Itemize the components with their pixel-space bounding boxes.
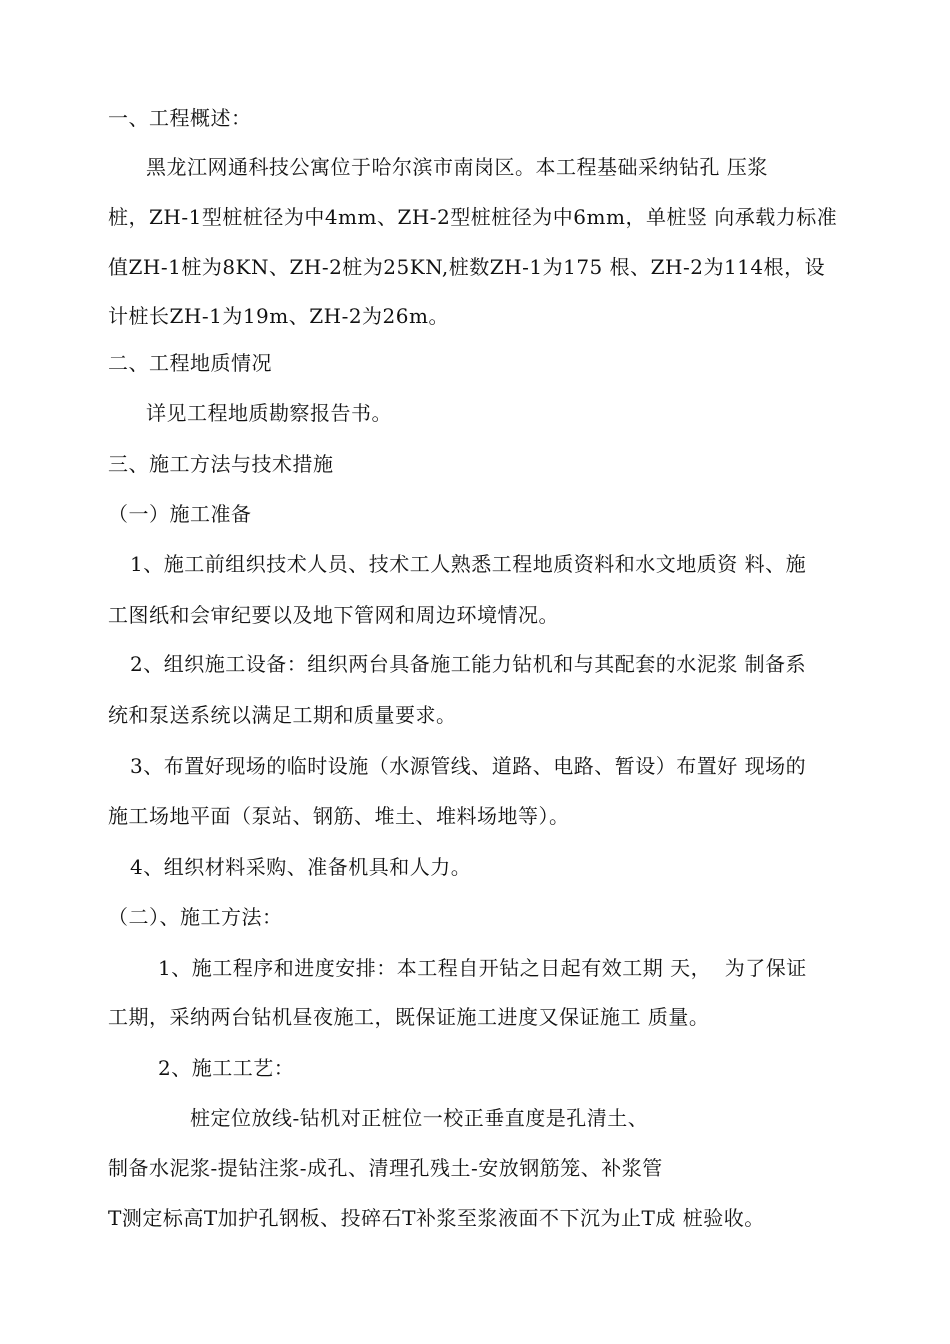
prep-item-1-line: 1、施工前组织技术人员、技术工人熟悉工程地质资料和水文地质资 料、施: [130, 552, 807, 576]
process-line: 制备水泥浆-提钻注浆-成孔、清理孔残土-安放钢筋笼、补浆管: [108, 1156, 663, 1180]
section-1-heading: 一、工程概述：: [108, 106, 252, 130]
subsection-2-heading: （二）、施工方法：: [108, 905, 283, 929]
prep-item-3-line: 施工场地平面（泵站、钢筋、堆土、堆料场地等）。: [108, 804, 570, 828]
prep-item-1-line: 工图纸和会审纪要以及地下管网和周边环境情况。: [108, 603, 559, 627]
section-1-paragraph-line: 桩，ZH-1型桩桩径为中4mm、ZH-2型桩桩径为中6mm，单桩竖 向承载力标准: [108, 205, 838, 229]
section-2-heading: 二、工程地质情况: [108, 351, 272, 375]
process-line: T测定标高T加护孔钢板、投碎石T补浆至浆液面不下沉为止T成 桩验收。: [108, 1206, 765, 1230]
process-line: 桩定位放线-钻机对正桩位一校正垂直度是孔清土、: [190, 1106, 649, 1130]
prep-item-4-line: 4、组织材料采购、准备机具和人力。: [130, 855, 472, 879]
prep-item-2-line: 统和泵送系统以满足工期和质量要求。: [108, 703, 457, 727]
section-1-paragraph-line: 值ZH-1桩为8KN、ZH-2桩为25KN,桩数ZH-1为175 根、ZH-2为114根，设: [108, 255, 826, 279]
subsection-1-heading: （一）施工准备: [108, 502, 252, 526]
section-2-paragraph: 详见工程地质勘察报告书。: [146, 401, 392, 425]
prep-item-3-line: 3、布置好现场的临时设施（水源管线、道路、电路、暂设）布置好 现场的: [130, 754, 807, 778]
method-step-1-line: 工期，采纳两台钻机昼夜施工，既保证施工进度又保证施工 质量。: [108, 1005, 710, 1029]
method-step-1-line: 1、施工程序和进度安排：本工程自开钻之日起有效工期 天， 为了保证: [158, 956, 807, 980]
section-3-heading: 三、施工方法与技术措施: [108, 452, 334, 476]
section-1-paragraph-line: 计桩长ZH-1为19m、ZH-2为26m。: [108, 304, 449, 328]
prep-item-2-line: 2、组织施工设备：组织两台具备施工能力钻机和与其配套的水泥浆 制备系: [130, 652, 807, 676]
section-1-paragraph-line: 黑龙江网通科技公寓位于哈尔滨市南岗区。本工程基础采纳钻孔 压浆: [146, 155, 768, 179]
method-step-2-heading: 2、施工工艺：: [158, 1056, 295, 1080]
